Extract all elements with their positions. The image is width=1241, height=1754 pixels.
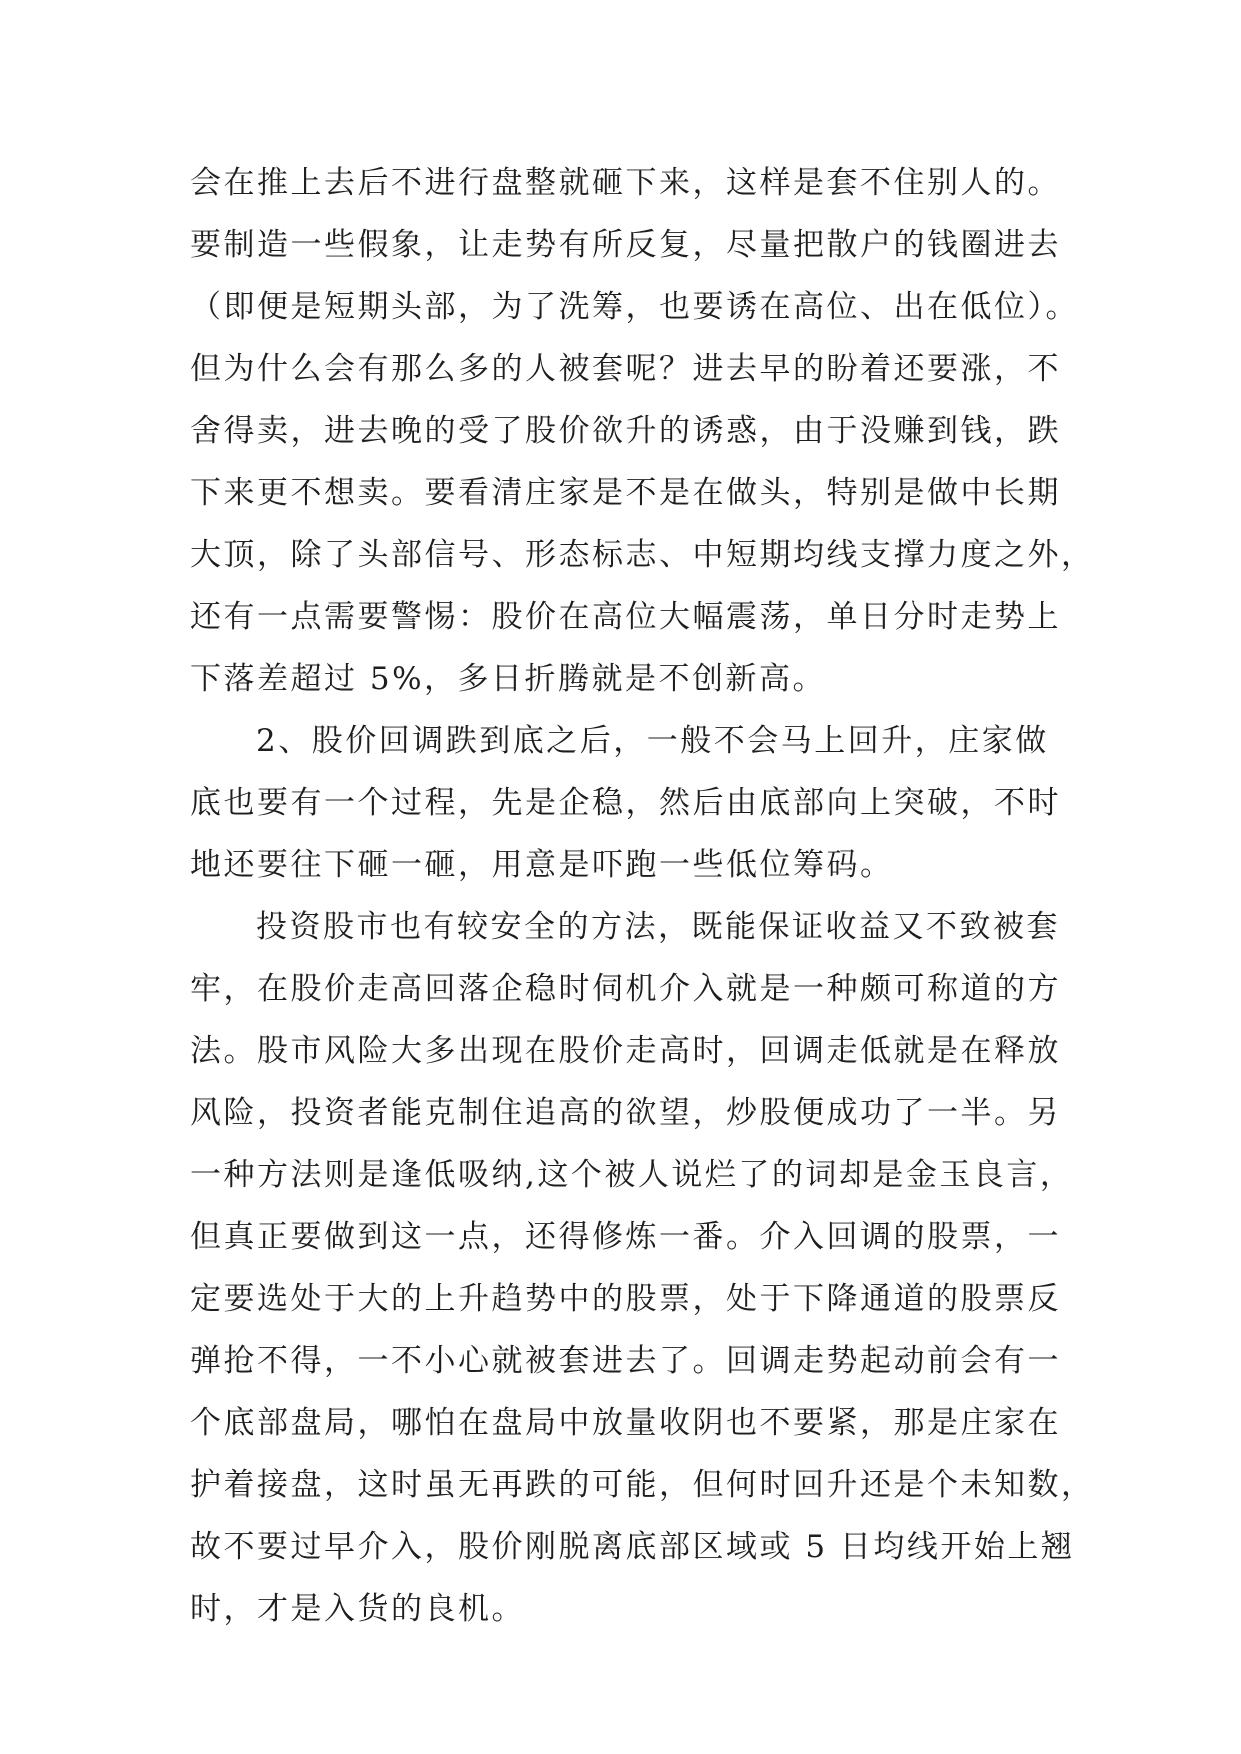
text-line: 舍得卖，进去晚的受了股价欲升的诱惑，由于没赚到钱，跌: [190, 413, 1061, 449]
text-line: 底也要有一个过程，先是企稳，然后由底部向上突破，不时: [190, 785, 1061, 821]
text-line: 护着接盘，这时虽无再跌的可能，但何时回升还是个未知数，: [190, 1467, 1095, 1503]
text-line: 但为什么会有那么多的人被套呢？进去早的盼着还要涨，不: [190, 351, 1061, 387]
text-line: 风险，投资者能克制住追高的欲望，炒股便成功了一半。另: [190, 1095, 1061, 1131]
text-line: 大顶，除了头部信号、形态标志、中短期均线支撑力度之外，: [190, 537, 1095, 573]
document-body: [190, 152, 1095, 1640]
text-line: 故不要过早介入，股价刚脱离底部区域或 5 日均线开始上翘: [190, 1529, 1075, 1565]
text-line: 定要选处于大的上升趋势中的股票，处于下降通道的股票反: [190, 1281, 1061, 1317]
text-line: 但真正要做到这一点，还得修炼一番。介入回调的股票，一: [190, 1219, 1061, 1255]
text-line: 一种方法则是逢低吸纳,这个被人说烂了的词却是金玉良言，: [190, 1157, 1074, 1193]
text-line: 牢，在股价走高回落企稳时伺机介入就是一种颇可称道的方: [190, 971, 1061, 1007]
text-line: 投资股市也有较安全的方法，既能保证收益又不致被套: [256, 909, 1060, 945]
text-line: 法。股市风险大多出现在股价走高时，回调走低就是在释放: [190, 1033, 1061, 1069]
text-line: 地还要往下砸一砸，用意是吓跑一些低位筹码。: [190, 847, 894, 883]
text-line: 下落差超过 5%，多日折腾就是不创新高。: [190, 661, 827, 697]
text-line: （即便是短期头部，为了洗筹，也要诱在高位、出在低位）。: [190, 289, 1079, 325]
text-line: 时，才是入货的良机。: [190, 1591, 525, 1627]
text-line: 会在推上去后不进行盘整就砸下来，这样是套不住别人的。: [190, 165, 1061, 201]
text-line: 个底部盘局，哪怕在盘局中放量收阴也不要紧，那是庄家在: [190, 1405, 1061, 1441]
text-line: 2、股价回调跌到底之后，一般不会马上回升，庄家做: [256, 723, 1049, 759]
text-line: 下来更不想卖。要看清庄家是不是在做头，特别是做中长期: [190, 475, 1061, 511]
text-line: 要制造一些假象，让走势有所反复，尽量把散户的钱圈进去: [190, 227, 1061, 263]
text-line: 弹抢不得，一不小心就被套进去了。回调走势起动前会有一: [190, 1343, 1061, 1379]
text-line: 还有一点需要警惕：股价在高位大幅震荡，单日分时走势上: [190, 599, 1061, 635]
